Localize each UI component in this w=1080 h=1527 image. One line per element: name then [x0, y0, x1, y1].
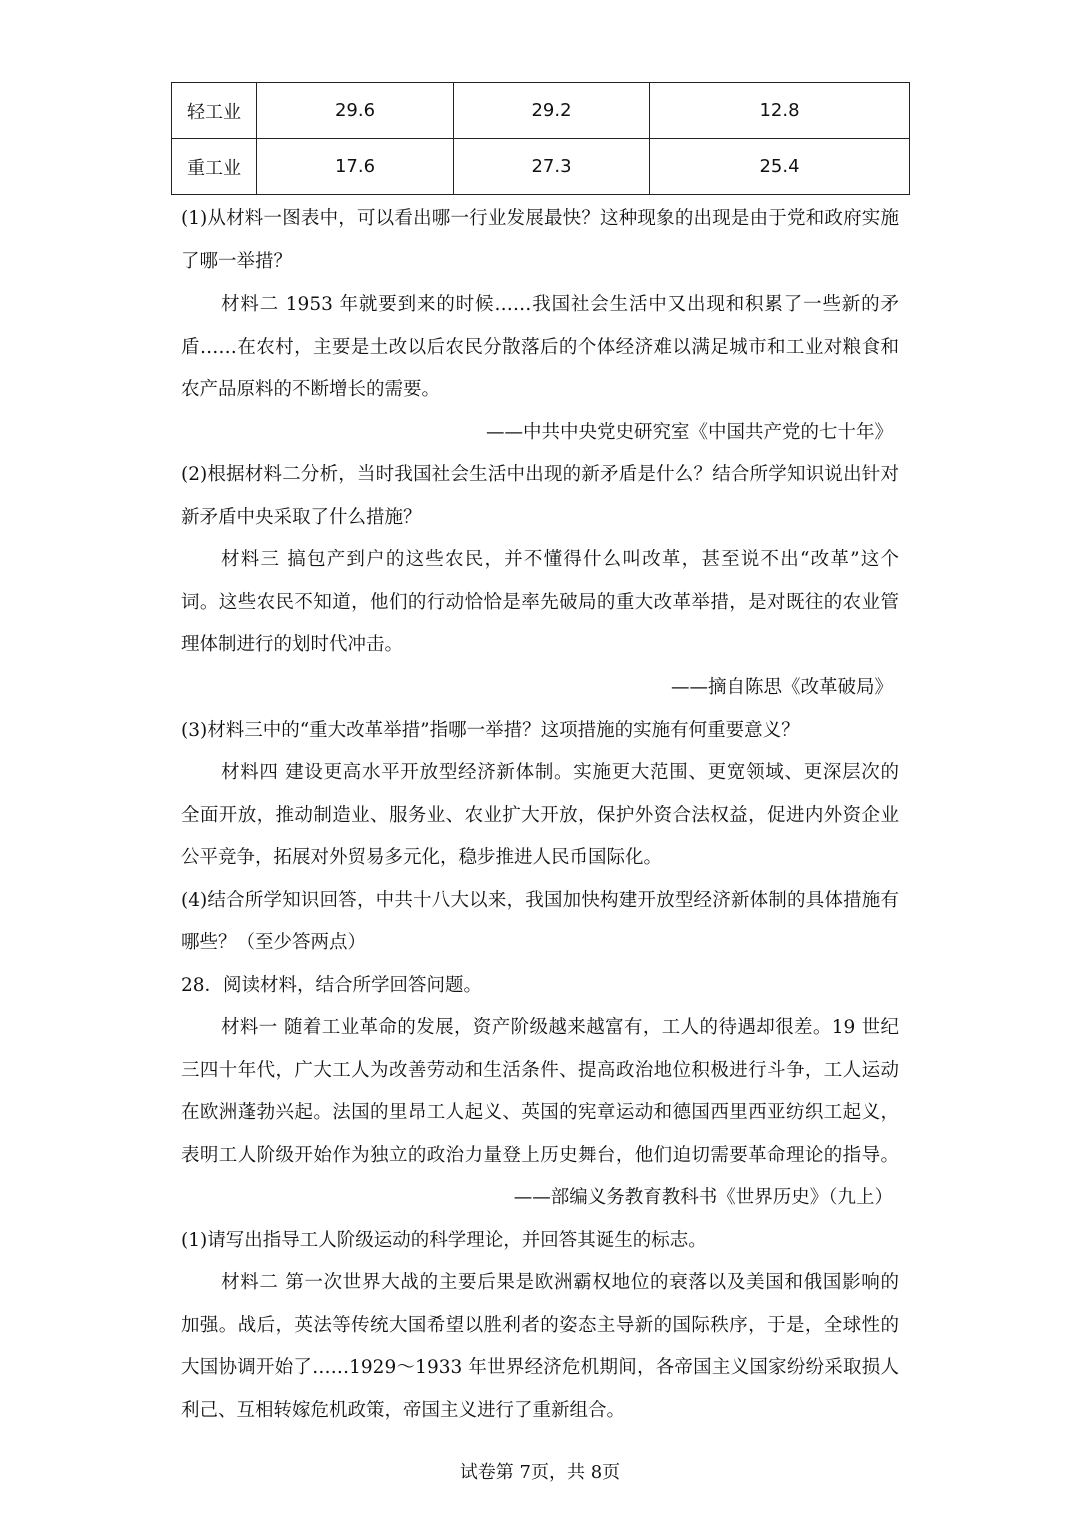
table-cell: 27.3	[454, 139, 650, 195]
q28-material-1-line: 材料一 随着工业革命的发展，资产阶级越来越富有，工人的待遇却很差。19 世纪	[221, 1017, 899, 1038]
material-3-line: 材料三 搞包产到户的这些农民，并不懂得什么叫改革，甚至说不出“改革”这个	[221, 549, 899, 570]
question-28-title: 28．阅读材料，结合所学回答问题。	[181, 975, 483, 996]
table-row	[172, 83, 910, 139]
q28-material-2-line: 加强。战后，英法等传统大国希望以胜利者的姿态主导新的国际秩序，于是，全球性的	[181, 1315, 899, 1336]
question-1-line: 了哪一举措？	[181, 251, 293, 272]
q28-material-1-line: 在欧洲蓬勃兴起。法国的里昂工人起义、英国的宪章运动和德国西里西亚纺织工起义，	[181, 1102, 899, 1123]
table-cell: 29.6	[257, 83, 454, 139]
q28-material-2-line: 利己、互相转嫁危机政策，帝国主义进行了重新组合。	[181, 1400, 626, 1421]
table-cell: 17.6	[257, 139, 454, 195]
row-label: 轻工业	[172, 83, 257, 139]
row-label: 重工业	[172, 139, 257, 195]
material-2-line: 材料二 1953 年就要到来的时候……我国社会生活中又出现和积累了一些新的矛	[221, 294, 899, 315]
material-4-line: 全面开放，推动制造业、服务业、农业扩大开放，保护外资合法权益，促进内外资企业	[181, 805, 899, 826]
industry-growth-table	[171, 82, 910, 195]
q28-material-2-line: 大国协调开始了……1929～1933 年世界经济危机期间，各帝国主义国家纷纷采取损人	[181, 1357, 899, 1378]
question-3-line: (3)材料三中的“重大改革举措”指哪一举措？这项措施的实施有何重要意义？	[181, 720, 800, 741]
q28-question-1: (1)请写出指导工人阶级运动的科学理论，并回答其诞生的标志。	[181, 1230, 707, 1251]
q28-material-2-line: 材料二 第一次世界大战的主要后果是欧洲霸权地位的衰落以及美国和俄国影响的	[221, 1272, 899, 1293]
question-4-line: 哪些？（至少答两点）	[181, 932, 367, 953]
material-3-line: 理体制进行的划时代冲击。	[181, 634, 404, 655]
material-3-line: 词。这些农民不知道，他们的行动恰恰是率先破局的重大改革举措，是对既往的农业管	[181, 592, 899, 613]
table-cell: 25.4	[650, 139, 910, 195]
question-2-line: (2)根据材料二分析，当时我国社会生活中出现的新矛盾是什么？结合所学知识说出针对	[181, 464, 899, 485]
question-4-line: (4)结合所学知识回答，中共十八大以来，我国加快构建开放型经济新体制的具体措施有	[181, 890, 899, 911]
page-footer: 试卷第 7页，共 8页	[459, 1462, 621, 1483]
table-cell: 12.8	[650, 83, 910, 139]
material-3-source: ——摘自陈思《改革破局》	[670, 677, 893, 698]
question-1-line: (1)从材料一图表中，可以看出哪一行业发展最快？这种现象的出现是由于党和政府实施	[181, 208, 899, 229]
q28-material-1-source: ——部编义务教育教科书《世界历史》（九上）	[513, 1187, 893, 1208]
table-cell: 29.2	[454, 83, 650, 139]
question-2-line: 新矛盾中央采取了什么措施？	[181, 507, 422, 528]
q28-material-1-line: 表明工人阶级开始作为独立的政治力量登上历史舞台，他们迫切需要革命理论的指导。	[181, 1145, 899, 1166]
material-2-line: 农产品原料的不断增长的需要。	[181, 379, 441, 400]
material-4-line: 材料四 建设更高水平开放型经济新体制。实施更大范围、更宽领域、更深层次的	[221, 762, 899, 783]
material-2-source: ——中共中央党史研究室《中国共产党的七十年》	[485, 422, 893, 443]
table-row	[172, 139, 910, 195]
material-4-line: 公平竞争，拓展对外贸易多元化，稳步推进人民币国际化。	[181, 847, 663, 868]
q28-material-1-line: 三四十年代，广大工人为改善劳动和生活条件、提高政治地位积极进行斗争，工人运动	[181, 1060, 899, 1081]
material-2-line: 盾……在农村，主要是土改以后农民分散落后的个体经济难以满足城市和工业对粮食和	[181, 337, 899, 358]
